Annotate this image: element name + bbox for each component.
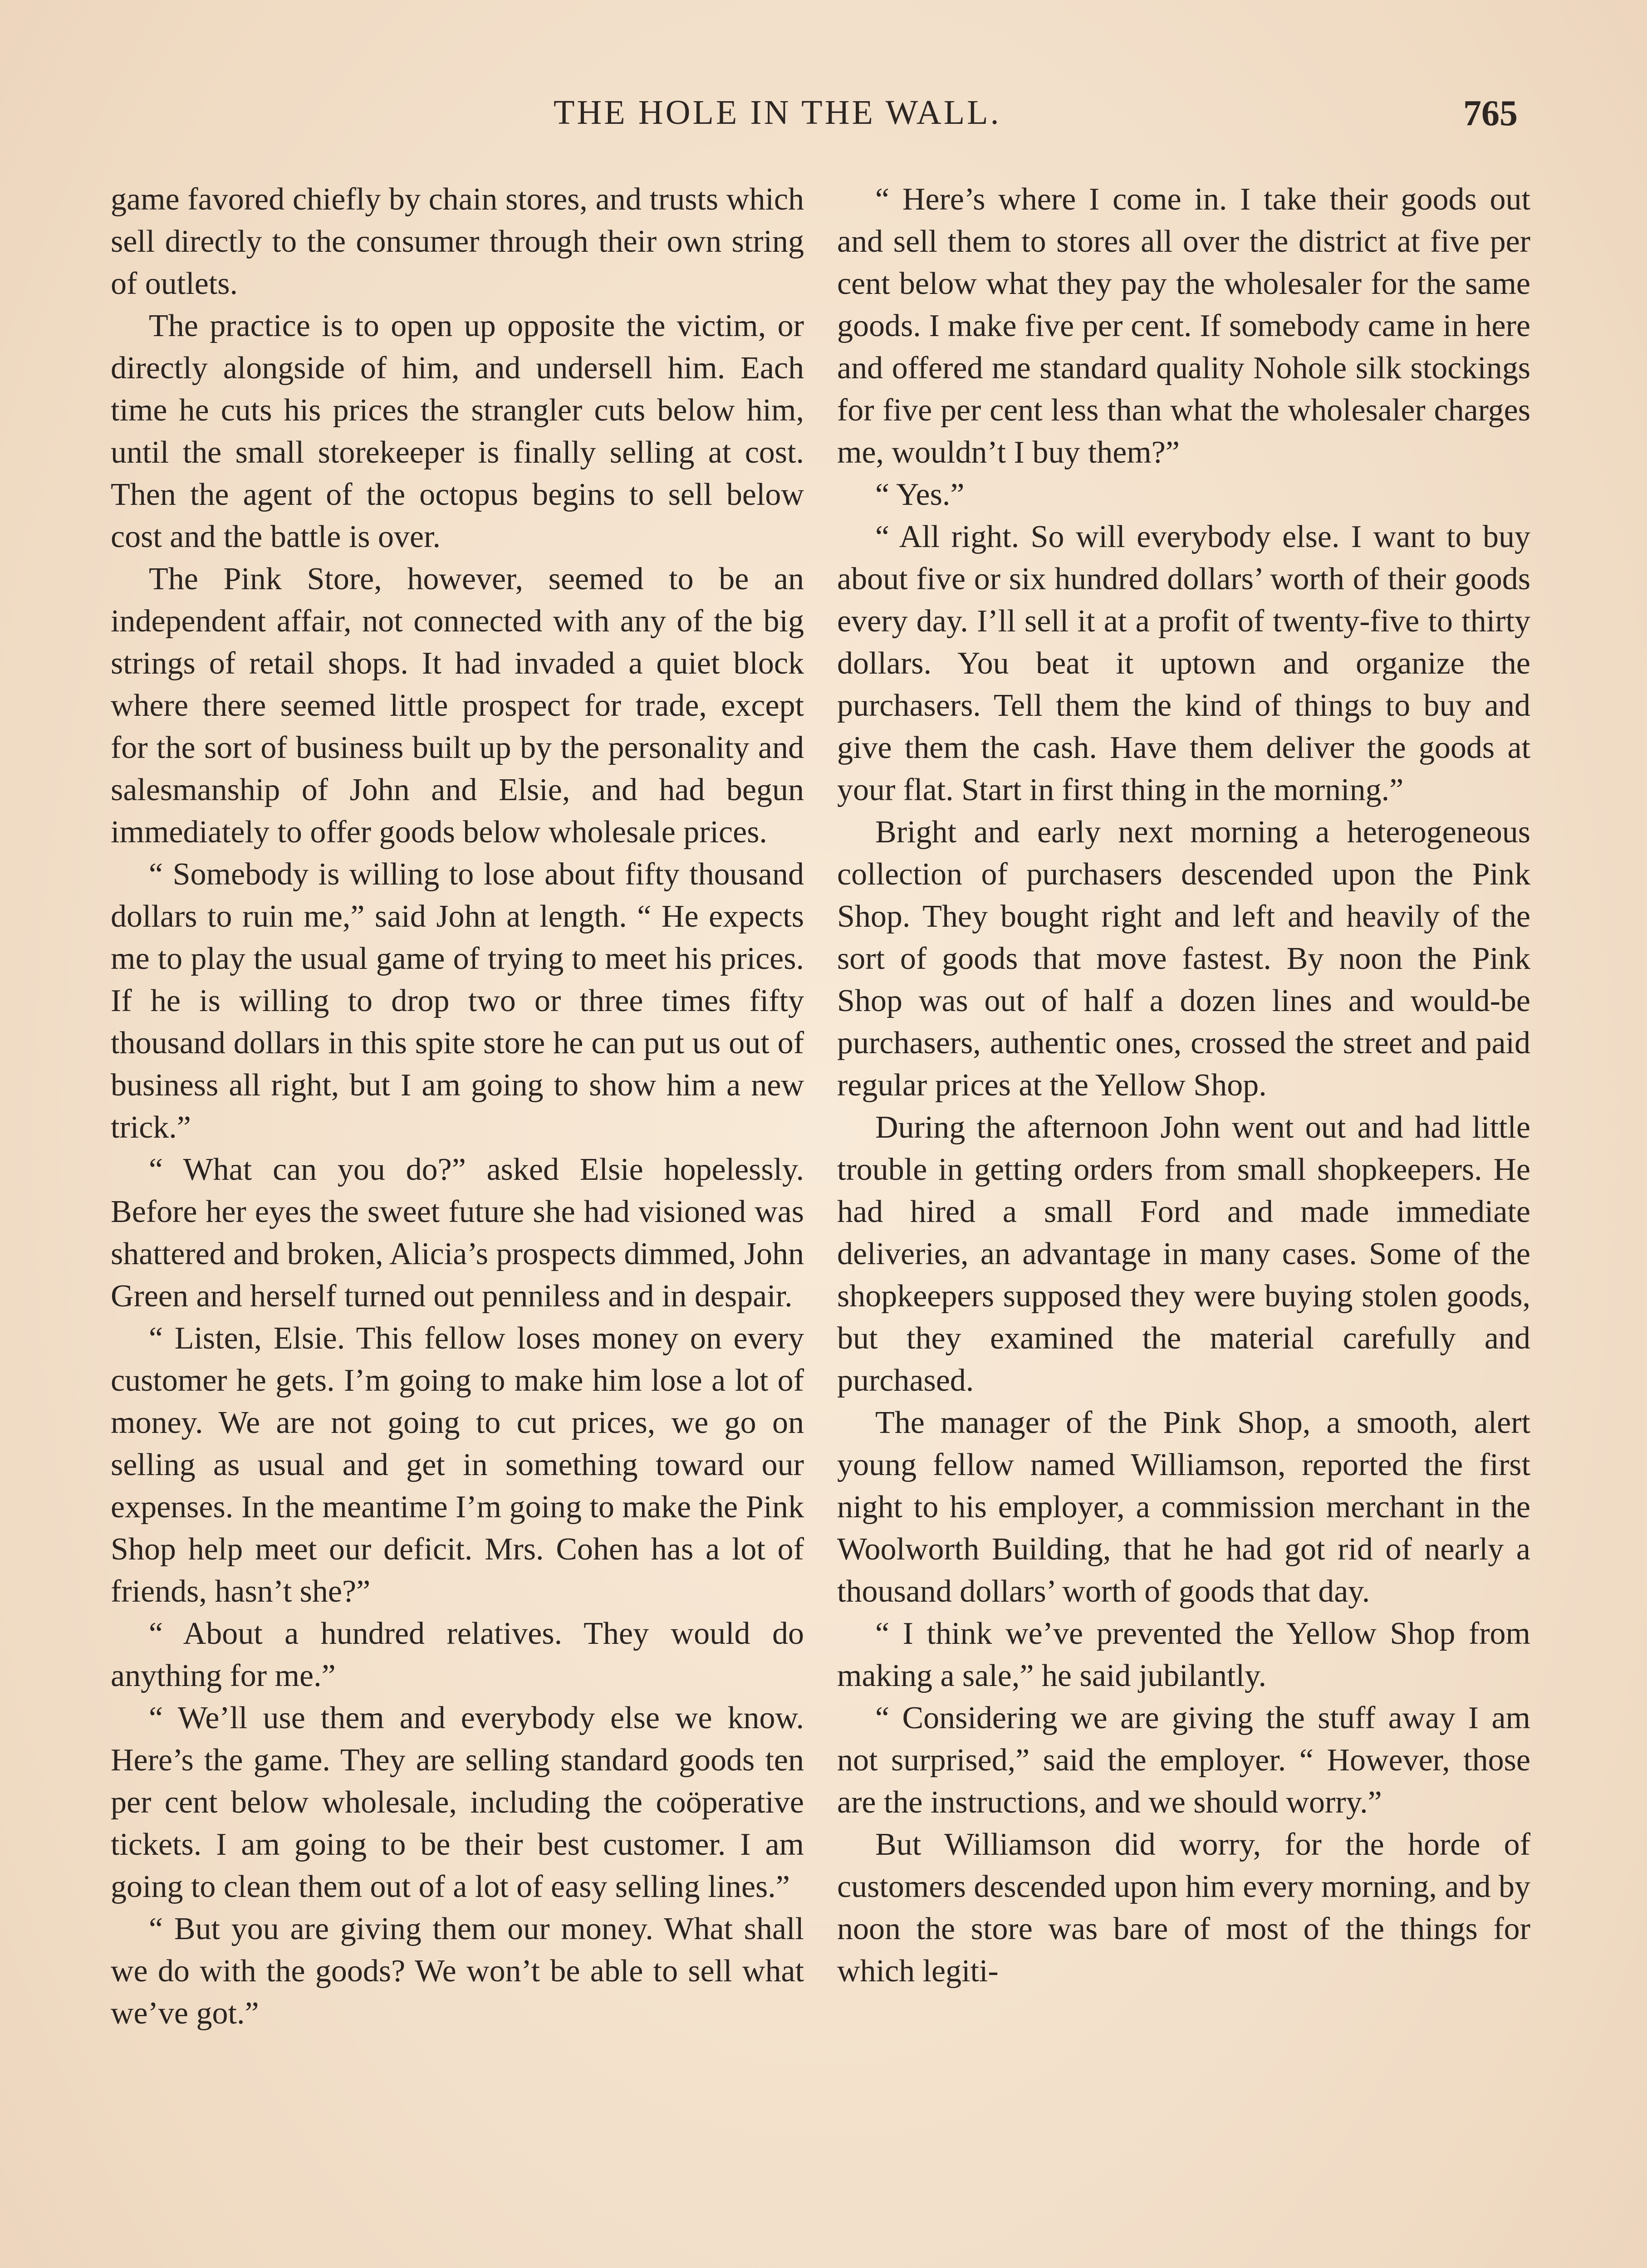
paragraph: Bright and early next morning a heterogeneous collection of purchasers descended upon the Pink Shop. They bought right and left and heavily of the sort of goods that move fastest. By noon the Pink Shop was out of half a dozen lines and would-be purchasers, authentic ones, crossed the street and paid regular prices at the Yellow Shop.	[837, 815, 1530, 1103]
paragraph: game favored chiefly by chain stores, and trusts which sell directly to the consumer through their own string of outlets.	[111, 182, 804, 301]
paragraph: “ Here’s where I come in. I take their goods out and sell them to stores all over the district at five per cent below what they pay the wholesaler for the same goods. I make five per cent. If somebody came in here and offered me standard quality Nohole silk stockings for five per cent less than what the wholesaler charges me, wouldn’t I buy them?”	[837, 182, 1530, 470]
paragraph: The practice is to open up opposite the victim, or directly alongside of him, and undersell him. Each time he cuts his prices the strangler cuts below him, until the small storekeeper is finally selling at cost. Then the agent of the octopus begins to sell below cost and the battle is over.	[111, 308, 804, 554]
page-number: 765	[1463, 93, 1518, 133]
paragraph: The manager of the Pink Shop, a smooth, alert young fellow named Williamson, reported the first night to his employer, a commission merchant in the Woolworth Building, that he had got rid of nearly a thousand dollars’ worth of goods that day.	[837, 1405, 1530, 1609]
paragraph: The Pink Store, however, seemed to be an independent affair, not connected with any of the big strings of retail shops. It had invaded a quiet block where there seemed little prospect for trade, except for the sort of business built up by the personality and salesmanship of John and Elsie, and had begun immediately to offer goods below wholesale prices.	[111, 562, 804, 850]
paragraph: “ Yes.”	[875, 477, 965, 512]
paragraph: “ Listen, Elsie. This fellow loses money on every customer he gets. I’m going to make him lose a lot of money. We are not going to cut prices, we go on selling as usual and get in something toward our expenses. In the meantime I’m going to make the Pink Shop help meet our deficit. Mrs. Cohen has a lot of friends, hasn’t she?”	[111, 1321, 804, 1609]
left-column	[111, 178, 804, 2034]
paragraph: During the afternoon John went out and had little trouble in getting orders from small shopkeepers. He had hired a small Ford and made immediate deliveries, an advantage in many cases. Some of the shopkeepers supposed they were buying stolen goods, but they examined the material carefully and purchased.	[837, 1110, 1530, 1398]
paragraph: “ We’ll use them and everybody else we know. Here’s the game. They are selling standard goods ten per cent below wholesale, including the coöperative tickets. I am going to be their best customer. I am going to clean them out of a lot of easy selling lines.”	[111, 1701, 804, 1904]
paragraph: “ About a hundred relatives. They would do anything for me.”	[111, 1616, 804, 1693]
paragraph: “ But you are giving them our money. What shall we do with the goods? We won’t be able to sell what we’ve got.”	[111, 1911, 804, 2031]
paragraph: “ All right. So will everybody else. I want to buy about five or six hundred dollars’ worth of their goods every day. I’ll sell it at a profit of twenty-five to thirty dollars. You beat it uptown and organize the purchasers. Tell them the kind of things to buy and give them the cash. Have them deliver the goods at your flat. Start in first thing in the morning.”	[837, 519, 1530, 807]
running-title: THE HOLE IN THE WALL.	[554, 93, 1001, 132]
paragraph: But Williamson did worry, for the horde of customers descended upon him every morning, and by noon the store was bare of most of the things for which legiti-	[837, 1827, 1530, 1989]
paragraph: “ What can you do?” asked Elsie hopelessly. Before her eyes the sweet future she had visioned was shattered and broken, Alicia’s prospects dimmed, John Green and herself turned out penniless and in despair.	[111, 1152, 804, 1314]
paragraph: “ Somebody is willing to lose about fifty thousand dollars to ruin me,” said John at length. “ He expects me to play the usual game of trying to meet his prices. If he is willing to drop two or three times fifty thousand dollars in this spite store he can put us out of business all right, but I am going to show him a new trick.”	[111, 857, 804, 1145]
paragraph: “ Considering we are giving the stuff away I am not surprised,” said the employer. “ However, those are the instructions, and we should worry.”	[837, 1701, 1530, 1820]
paragraph: “ I think we’ve prevented the Yellow Shop from making a sale,” he said jubilantly.	[837, 1616, 1530, 1693]
right-column	[837, 178, 1530, 1992]
